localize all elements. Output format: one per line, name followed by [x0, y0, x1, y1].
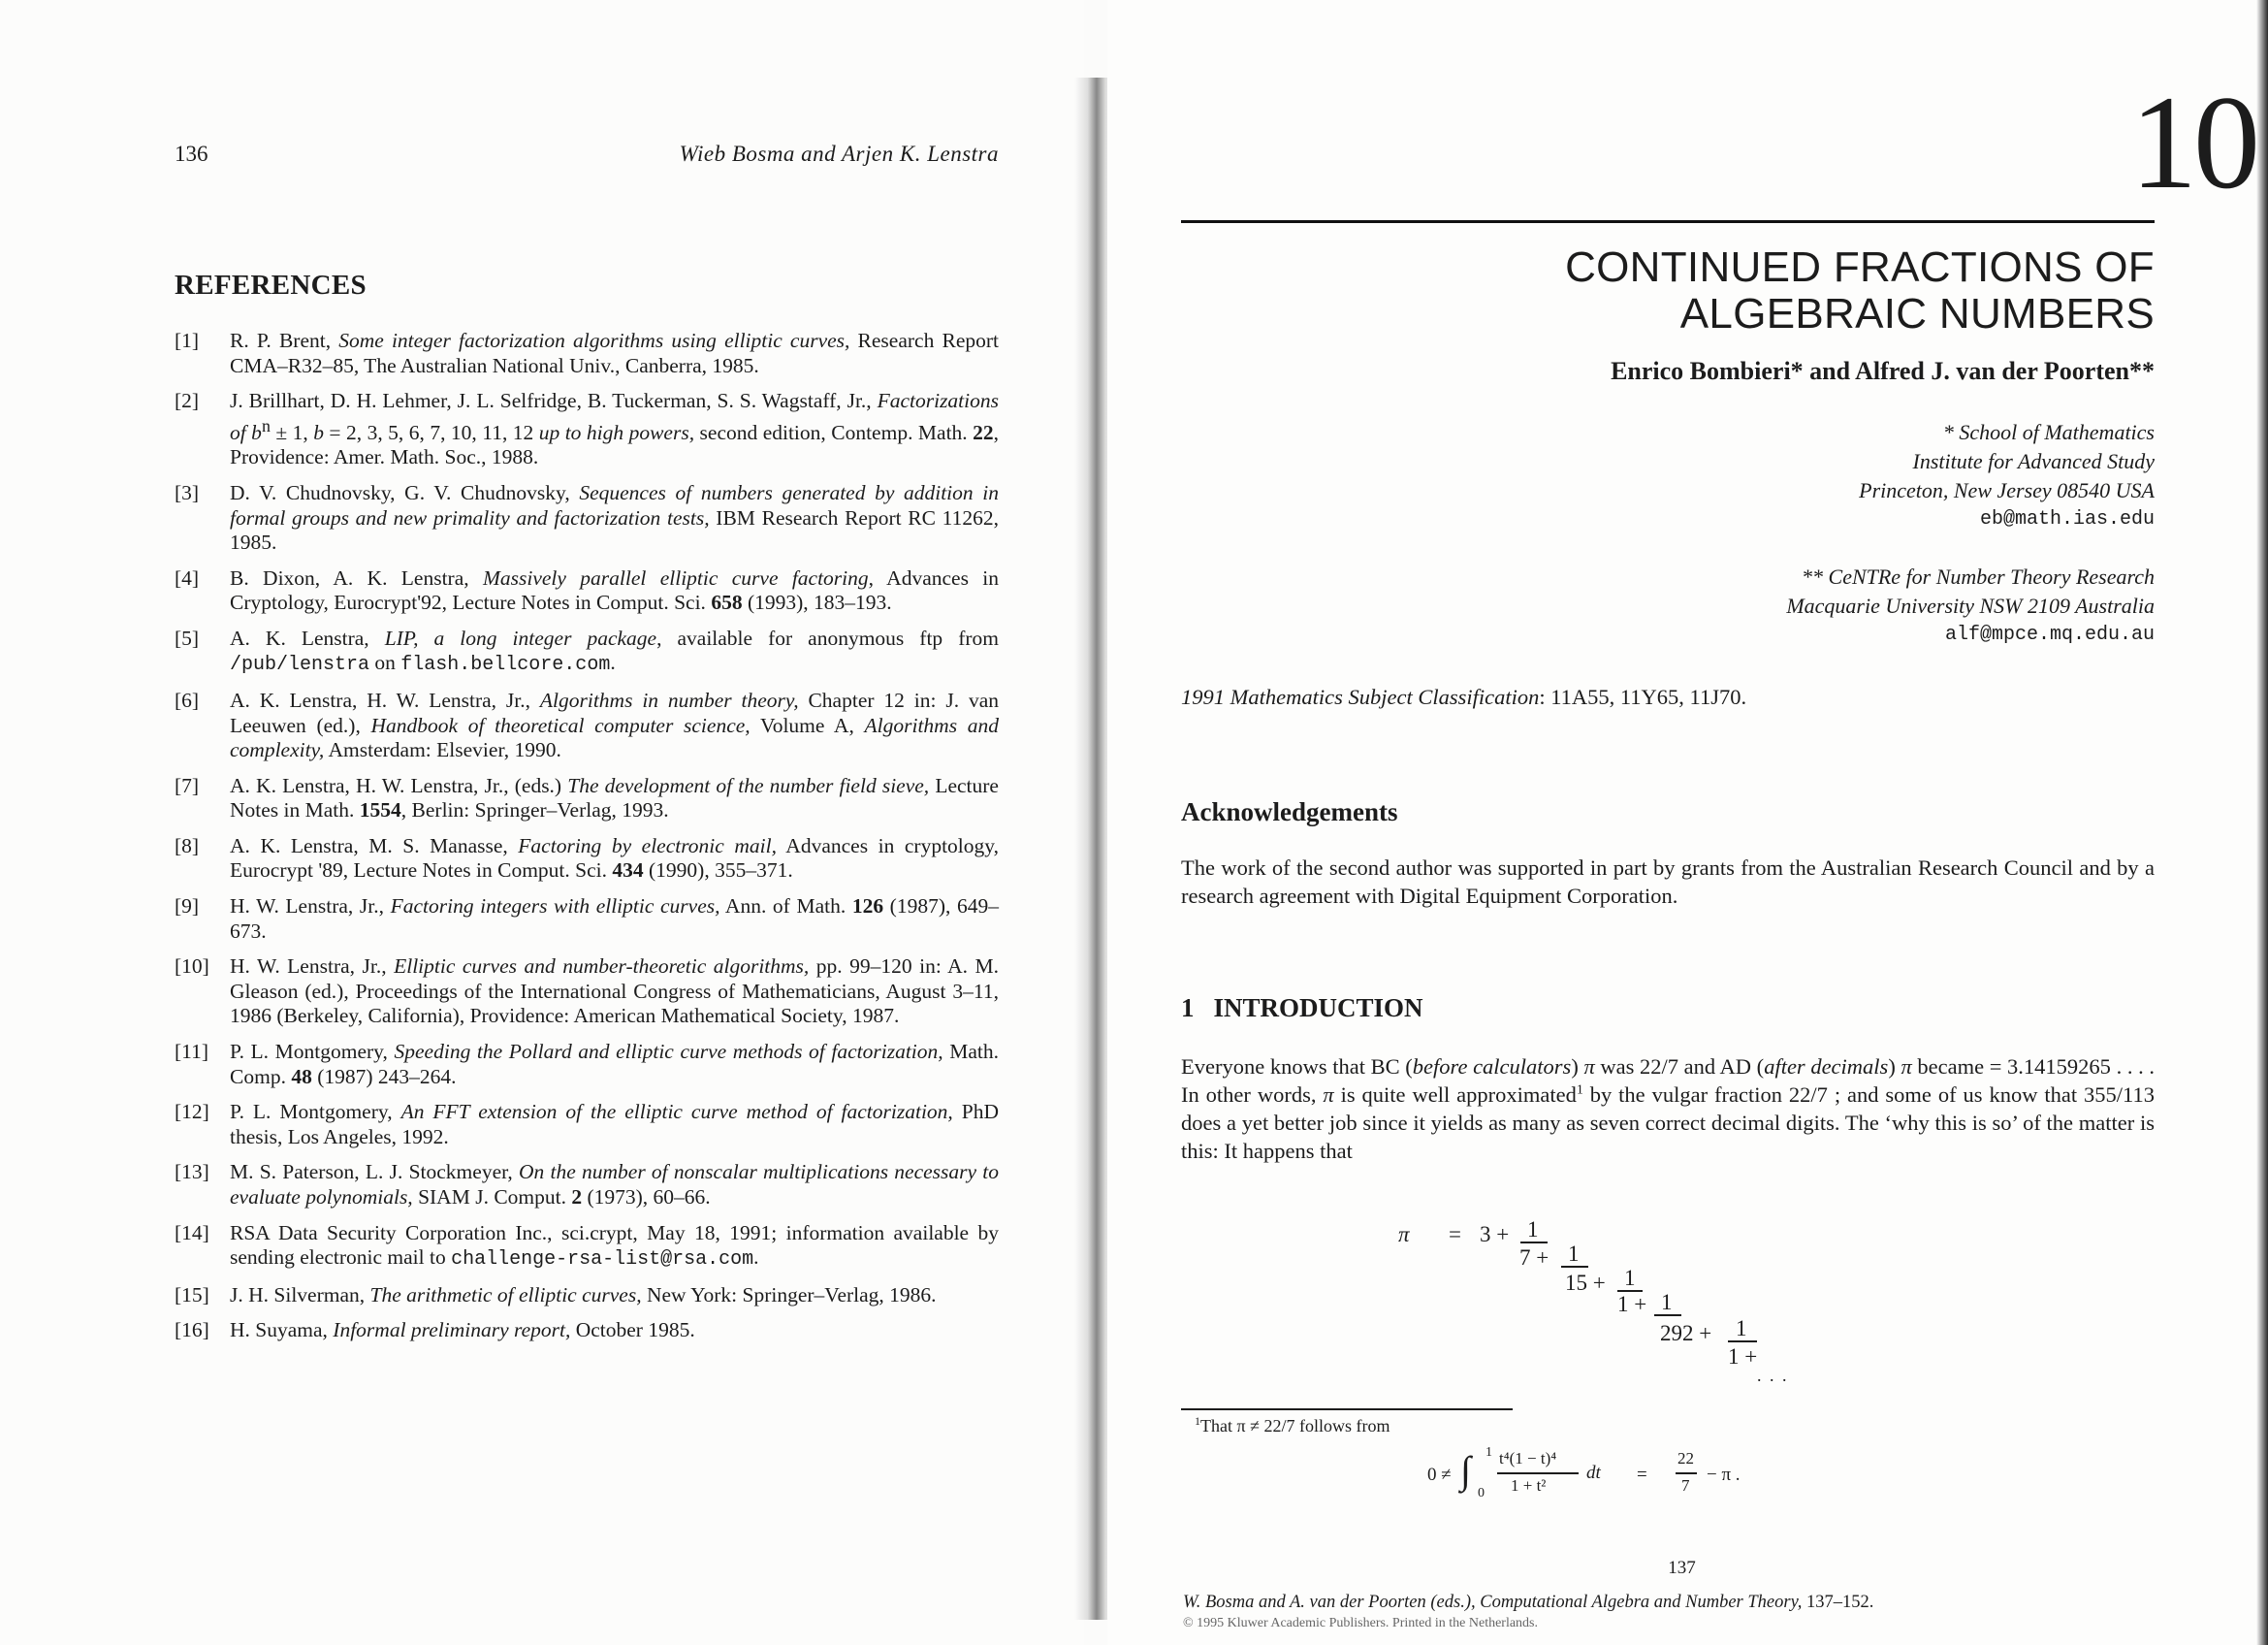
reference-number: [5]: [175, 626, 200, 650]
text-fragment: The development of the number field sieve,: [567, 773, 930, 797]
text-fragment: , available for anonymous ftp from: [656, 626, 999, 650]
reference-number: [9]: [175, 894, 200, 919]
text-fragment: ± 1,: [270, 420, 314, 444]
msc-codes: : 11A55, 11Y65, 11J70.: [1539, 685, 1747, 709]
text-fragment: 22: [973, 420, 994, 444]
reference-item: [175, 566, 999, 616]
reference-number: [1]: [175, 329, 200, 352]
formula-tail: − π .: [1707, 1465, 1741, 1485]
text-fragment: Speeding the Pollard and elliptic curve methods of factorization,: [394, 1040, 943, 1064]
text-fragment: D. V. Chudnovsky, G. V. Chudnovsky,: [230, 481, 580, 505]
text-fragment: 658: [711, 591, 743, 615]
introduction-paragraph: [1181, 1052, 2155, 1165]
text-fragment: R. P. Brent,: [230, 329, 339, 352]
page-number: 136: [175, 142, 208, 166]
acknowledgements-text: The work of the second author was supported in part by grants from the Australian Research Council and by a research agreement with Digital Equipment Corporation.: [1181, 855, 2155, 908]
formula-numerator: t⁴(1 − t)⁴: [1499, 1449, 1557, 1468]
monospace-text: challenge-rsa-list@rsa.com: [451, 1248, 754, 1272]
reference-number: [4]: [175, 565, 200, 590]
text-fragment: On the number of nonscalar multiplications necessary to evaluate polynomials,: [230, 1160, 999, 1209]
cf-term: 1 +: [1617, 1292, 1647, 1316]
text-fragment: P. L. Montgomery,: [230, 1040, 395, 1064]
reference-number: [3]: [175, 481, 200, 505]
text-fragment: (1987) 243–264.: [311, 1064, 457, 1088]
section-heading: [1181, 993, 2155, 1023]
text-fragment: was 22/7 and AD (: [1594, 1054, 1765, 1079]
text-fragment: Amsterdam: Elsevier, 1990.: [324, 738, 561, 762]
reference-item: [175, 1221, 999, 1273]
affiliation-line: ** CeNTRe for Number Theory Research: [1802, 564, 2155, 589]
references-heading: REFERENCES: [175, 270, 367, 301]
text-fragment: became = 3.14159265 . . . . In other words,: [1181, 1054, 2155, 1107]
text-fragment: Informal preliminary report,: [333, 1318, 571, 1342]
cf-equals: =: [1449, 1222, 1461, 1246]
affiliation-line: Princeton, New Jersey 08540 USA: [1859, 478, 2155, 502]
reference-item: [175, 894, 999, 944]
reference-item: [175, 329, 999, 378]
text-fragment: H. W. Lenstra, Jr.,: [230, 894, 391, 919]
text-fragment: 2: [571, 1184, 583, 1209]
source-italic: W. Bosma and A. van der Poorten (eds.), Computational Algebra and Number Theory,: [1183, 1593, 1803, 1612]
email-link[interactable]: eb@math.ias.edu: [1979, 508, 2155, 531]
text-fragment: 126: [851, 894, 884, 919]
text-fragment: SIAM J. Comput.: [412, 1184, 572, 1209]
text-fragment: 48: [291, 1064, 312, 1088]
monospace-text: /pub/lenstra: [230, 654, 370, 677]
text-fragment: Volume A,: [750, 713, 865, 737]
formula-fraction-bar: [1497, 1472, 1579, 1474]
cf-term: 15 +: [1565, 1271, 1606, 1295]
text-fragment: 1554: [359, 798, 401, 822]
continued-fraction: [1107, 1212, 2256, 1406]
text-fragment: An FFT extension of the elliptic curve method of factorization,: [400, 1100, 953, 1124]
reference-number: [11]: [175, 1040, 209, 1064]
formula-lhs: 0 ≠: [1427, 1465, 1452, 1485]
footnote-mark: 1: [1195, 1414, 1200, 1428]
source-citation: [1183, 1593, 1873, 1613]
cf-term: 7 +: [1519, 1245, 1549, 1270]
text-fragment: (1973), 60–66.: [582, 1184, 711, 1209]
text-fragment: Chapter 12 in: J. van Leeuwen (ed.),: [230, 689, 999, 737]
reference-item: [175, 774, 999, 823]
email-link[interactable]: alf@mpce.mq.edu.au: [1944, 624, 2155, 646]
text-fragment: π: [1583, 1054, 1595, 1079]
cf-fraction-bar: [1561, 1266, 1588, 1268]
affiliation-line: * School of Mathematics: [1942, 420, 2155, 444]
text-fragment: A. K. Lenstra,: [230, 626, 385, 650]
footnote: [1195, 1414, 1390, 1436]
text-fragment: LIP, a long integer package: [384, 626, 657, 650]
cf-term: 3 +: [1480, 1222, 1510, 1246]
text-fragment: 434: [612, 858, 644, 883]
text-fragment: Research Report CMA–R32–85, The Australian National Univ., Canberra, 1985.: [230, 329, 999, 377]
formula-denominator: 1 + t²: [1511, 1476, 1547, 1495]
reference-number: [7]: [175, 773, 200, 797]
reference-item: [175, 1040, 999, 1089]
page-number: 137: [1668, 1558, 1696, 1578]
reference-number: [12]: [175, 1100, 209, 1124]
reference-item: [175, 834, 999, 884]
text-fragment: before calculators: [1412, 1054, 1572, 1079]
chapter-title-line: CONTINUED FRACTIONS OF: [1565, 243, 2155, 291]
reference-item: [175, 689, 999, 763]
formula-equals: =: [1637, 1465, 1647, 1485]
text-fragment: up to high powers,: [538, 420, 695, 444]
reference-number: [15]: [175, 1282, 209, 1306]
cf-numerator: 1: [1568, 1242, 1580, 1266]
page-edge-shadow: [2256, 0, 2268, 1645]
subject-classification: [1181, 685, 2155, 710]
reference-list: [175, 329, 999, 1354]
text-fragment: Math. Comp.: [230, 1040, 999, 1088]
reference-item: [175, 481, 999, 556]
cf-fraction-bar: [1654, 1314, 1681, 1316]
fraction-denominator: 7: [1681, 1476, 1690, 1495]
text-fragment: A. K. Lenstra, M. S. Manasse,: [230, 833, 519, 857]
text-fragment: second edition, Contemp. Math.: [694, 420, 974, 444]
reference-item: [175, 1318, 999, 1343]
text-fragment: Everyone knows that BC (: [1181, 1054, 1413, 1079]
text-fragment: J. H. Silverman,: [230, 1282, 370, 1306]
text-fragment: after decimals: [1764, 1054, 1889, 1079]
reference-number: [16]: [175, 1318, 209, 1342]
text-fragment: P. L. Montgomery,: [230, 1100, 401, 1124]
text-fragment: (1993), 183–193.: [742, 591, 892, 615]
text-fragment: on: [369, 651, 401, 675]
reference-item: [175, 389, 999, 470]
cf-numerator: 1: [1661, 1290, 1673, 1314]
section-title: INTRODUCTION: [1213, 993, 1423, 1022]
text-fragment: B. Dixon, A. K. Lenstra,: [230, 565, 483, 590]
authors: Enrico Bombieri* and Alfred J. van der Poorten**: [1611, 357, 2155, 385]
reference-item: [175, 954, 999, 1029]
text-fragment: IBM Research Report RC 11262, 1985.: [230, 505, 999, 555]
fraction-numerator: 22: [1677, 1449, 1694, 1468]
chapter-rule: [1181, 220, 2155, 223]
affiliation-line: Institute for Advanced Study: [1912, 449, 2155, 473]
text-fragment: π: [1901, 1054, 1912, 1079]
footnote-rule: [1181, 1408, 1513, 1410]
footnote-text: That π ≠ 22/7 follows from: [1200, 1416, 1390, 1435]
text-fragment: Lecture Notes in Math.: [230, 773, 999, 822]
text-fragment: , Advances in Cryptology, Eurocrypt'92, Lecture Notes in Comput. Sci.: [230, 565, 1000, 615]
copyright-line: © 1995 Kluwer Academic Publishers. Printed in the Netherlands.: [1183, 1616, 1539, 1628]
cf-term: 292 +: [1660, 1321, 1712, 1345]
superscript: n: [261, 415, 271, 435]
text-fragment: .: [753, 1245, 759, 1270]
text-fragment: Some integer factorization algorithms using elliptic curves,: [338, 329, 850, 352]
reference-number: [13]: [175, 1160, 209, 1184]
integral-lower: 0: [1478, 1486, 1485, 1500]
text-fragment: = 2, 3, 5, 6, 7, 10, 11, 12: [323, 420, 539, 444]
acknowledgements-heading: Acknowledgements: [1181, 797, 1398, 826]
integral-upper: 1: [1485, 1445, 1492, 1460]
reference-item: [175, 1160, 999, 1210]
reference-item: [175, 627, 999, 678]
text-fragment: .: [610, 651, 616, 675]
text-fragment: J. Brillhart, D. H. Lehmer, J. L. Selfridge, B. Tuckerman, S. S. Wagstaff, Jr.,: [230, 389, 878, 413]
text-fragment: Sequences of numbers generated by addition in formal groups and new primality and factorization tests,: [230, 481, 999, 530]
text-fragment: is quite well approximated: [1333, 1082, 1577, 1107]
text-fragment: Factoring by electronic mail,: [518, 833, 777, 857]
affiliation-line: Macquarie University NSW 2109 Australia: [1786, 594, 2155, 618]
cf-fraction-bar: [1728, 1340, 1757, 1342]
affiliation: [1181, 563, 2155, 650]
reference-number: [14]: [175, 1220, 209, 1244]
text-fragment: b: [313, 420, 324, 444]
left-page: [0, 0, 1084, 1645]
reference-number: [6]: [175, 689, 200, 713]
cf-fraction-bar: [1520, 1242, 1548, 1243]
cf-term: 1 +: [1728, 1344, 1758, 1369]
text-fragment: Factoring integers with elliptic curves,: [390, 894, 720, 919]
text-fragment: Massively parallel elliptic curve factoring: [482, 565, 869, 590]
section-number: 1: [1181, 993, 1195, 1022]
text-fragment: by the vulgar fraction 22/7 ; and some of us know that 355/113 does a yet better job since it yields as many as seven correct decimal digits. The ‘why this is so’ of the matter is this: It happens that: [1181, 1082, 2155, 1163]
text-fragment: Elliptic curves and number-theoretic algorithms,: [394, 954, 810, 979]
reference-number: [2]: [175, 389, 200, 413]
footnote-formula: [1107, 1445, 2256, 1513]
text-fragment: Handbook of theoretical computer science,: [370, 713, 751, 737]
text-fragment: New York: Springer–Verlag, 1986.: [641, 1282, 937, 1306]
text-fragment: Algorithms and complexity,: [230, 713, 999, 762]
text-fragment: H. W. Lenstra, Jr.,: [230, 954, 395, 979]
cf-numerator: 1: [1624, 1266, 1636, 1290]
right-page: [1107, 0, 2256, 1645]
text-fragment: pp. 99–120 in: A. M. Gleason (ed.), Proceedings of the International Congress of Mathematicians, August 3–11, 1986 (Berkeley, California), Providence: American Mathematical Society, 1987.: [230, 954, 999, 1028]
text-fragment: Advances in cryptology, Eurocrypt '89, Lecture Notes in Comput. Sci.: [230, 833, 999, 883]
text-fragment: A. K. Lenstra, H. W. Lenstra, Jr., (eds.): [230, 773, 568, 797]
formula-differential: dt: [1586, 1463, 1601, 1483]
reference-item: [175, 1283, 999, 1308]
text-fragment: π: [1323, 1082, 1334, 1107]
chapter-number: 10: [2130, 68, 2256, 216]
cf-ellipsis: . . .: [1757, 1366, 1789, 1385]
text-fragment: , Berlin: Springer–Verlag, 1993.: [400, 798, 669, 822]
text-fragment: RSA Data Security Corporation Inc., sci.crypt, May 18, 1991; information available by sending electronic mail to: [230, 1220, 999, 1270]
text-fragment: (1987), 649–673.: [230, 894, 999, 943]
text-fragment: , Providence: Amer. Math. Soc., 1988.: [230, 420, 999, 469]
integral-sign: ∫: [1460, 1448, 1471, 1492]
text-fragment: October 1985.: [570, 1318, 695, 1342]
text-fragment: Ann. of Math.: [719, 894, 852, 919]
cf-numerator: 1: [1527, 1217, 1539, 1242]
text-fragment: M. S. Paterson, L. J. Stockmeyer,: [230, 1160, 520, 1184]
monospace-text: flash.bellcore.com: [400, 654, 611, 677]
text-fragment: ): [1571, 1054, 1584, 1079]
running-head: Wieb Bosma and Arjen K. Lenstra: [679, 142, 999, 166]
text-fragment: H. Suyama,: [230, 1318, 334, 1342]
text-fragment: PhD thesis, Los Angeles, 1992.: [230, 1100, 1000, 1148]
superscript: 1: [1576, 1082, 1583, 1098]
text-fragment: A. K. Lenstra, H. W. Lenstra, Jr.,: [230, 689, 540, 713]
text-fragment: ): [1888, 1054, 1901, 1079]
cf-numerator: 1: [1736, 1316, 1747, 1340]
text-fragment: (1990), 355–371.: [643, 858, 793, 883]
cf-pi: π: [1398, 1222, 1410, 1246]
reference-item: [175, 1100, 999, 1149]
reference-number: [10]: [175, 954, 209, 979]
reference-number: [8]: [175, 833, 200, 857]
chapter-title-line: ALGEBRAIC NUMBERS: [1679, 290, 2155, 338]
chapter-title: [1181, 244, 2155, 338]
affiliation: [1181, 418, 2155, 534]
text-fragment: The arithmetic of elliptic curves,: [369, 1282, 642, 1306]
source-pages: 137–152.: [1802, 1593, 1874, 1612]
text-fragment: Algorithms in number theory,: [539, 689, 799, 713]
msc-label: 1991 Mathematics Subject Classification: [1181, 685, 1540, 709]
text-fragment: Factorizations of b: [230, 389, 999, 444]
formula-fraction-bar: [1676, 1472, 1697, 1474]
